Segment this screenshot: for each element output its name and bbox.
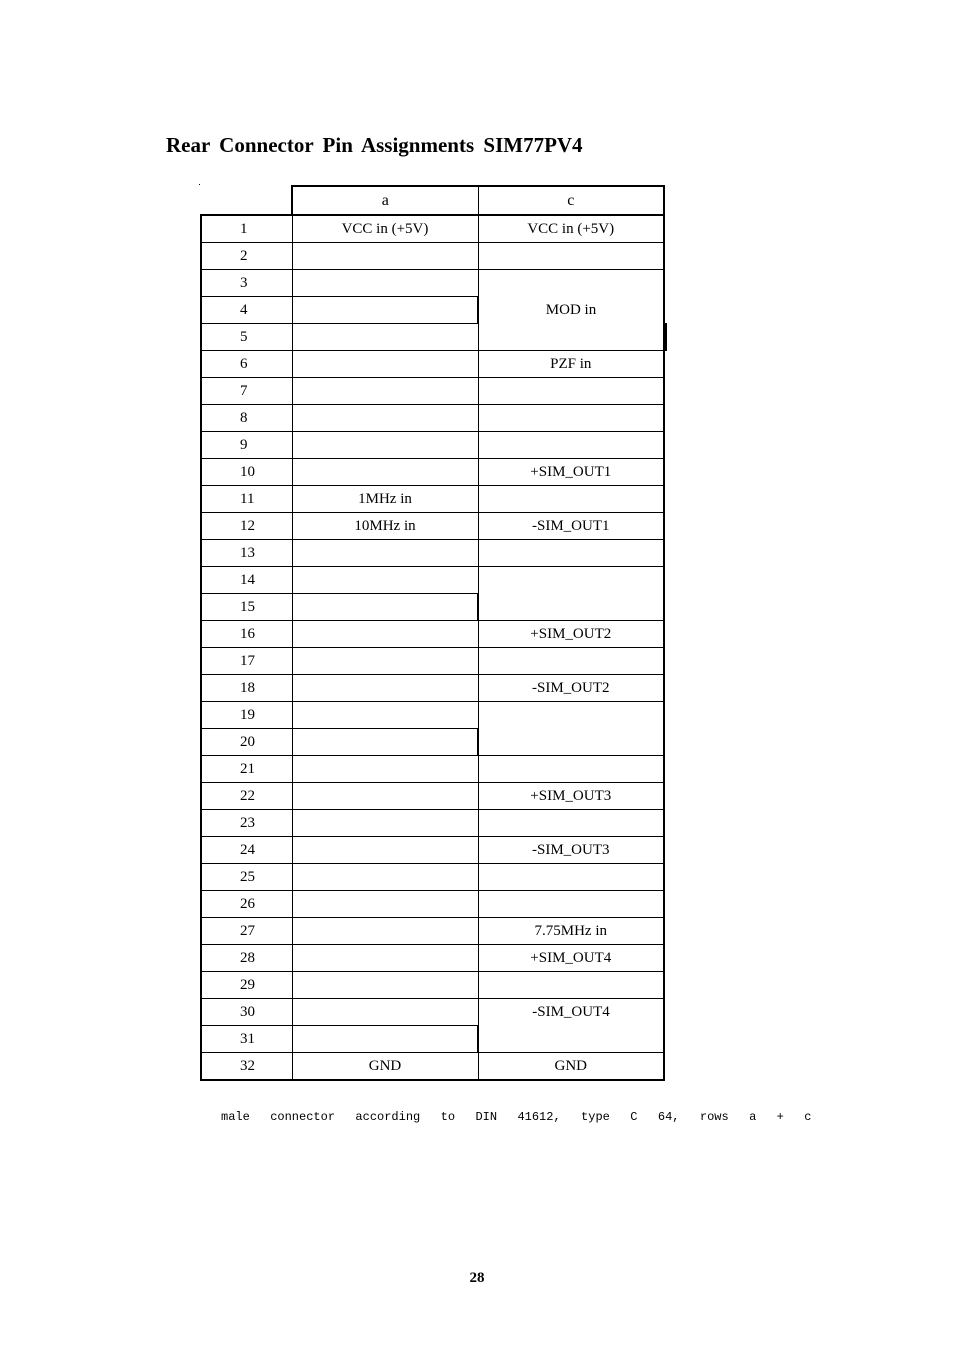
row-c-signal: PZF in [478,351,664,378]
row-a-signal: 10MHz in [292,513,478,540]
pin-number: 22 [201,783,292,810]
pin-number: 26 [201,891,292,918]
connector-note: male connector according to DIN 41612, type C 64, rows a + c [221,1110,812,1124]
row-c-signal [478,648,664,675]
table-row [201,810,666,837]
pin-number: 10 [201,459,292,486]
row-c-signal: +SIM_OUT3 [478,783,664,810]
row-a-signal [292,378,478,405]
pin-number: 31 [201,1026,292,1053]
row-c-signal: -SIM_OUT4 [478,999,664,1053]
pin-number: 9 [201,432,292,459]
row-c-signal [478,432,664,459]
pin-number: 1 [201,215,292,243]
table-row [201,756,666,783]
table-row [201,378,666,405]
pin-number: 17 [201,648,292,675]
page-number: 28 [469,1270,485,1286]
table-row [201,864,666,891]
row-a-signal [292,675,478,702]
pin-number: 3 [201,270,292,297]
table-body [201,215,666,1080]
column-header-a: a [292,186,478,215]
row-c-signal: VCC in (+5V) [478,215,664,243]
row-a-signal: VCC in (+5V) [292,215,478,243]
row-a-signal [292,783,478,810]
pin-number: 23 [201,810,292,837]
table-row [201,918,666,945]
row-a-signal [292,999,478,1026]
pin-number: 30 [201,999,292,1026]
row-a-signal [292,972,478,999]
row-a-signal [292,432,478,459]
pin-number: 2 [201,243,292,270]
row-c-signal [478,702,664,756]
row-c-signal: -SIM_OUT1 [478,513,664,540]
row-c-signal [478,540,664,567]
row-c-signal [478,891,664,918]
row-a-signal [292,648,478,675]
row-c-signal [478,378,664,405]
table-row [201,837,666,864]
row-a-signal [292,864,478,891]
pin-number: 4 [201,297,292,324]
row-a-signal [292,459,478,486]
row-a-signal: GND [292,1053,478,1081]
pin-number: 29 [201,972,292,999]
table-row [201,432,666,459]
row-a-signal [292,621,478,648]
table-row [201,1053,666,1081]
pin-number: 20 [201,729,292,756]
row-a-signal [292,810,478,837]
row-c-signal: 7.75MHz in [478,918,664,945]
row-c-signal: -SIM_OUT2 [478,675,664,702]
pin-number: 27 [201,918,292,945]
table-row [201,783,666,810]
pin-number: 21 [201,756,292,783]
pin-number: 16 [201,621,292,648]
pin-number: 13 [201,540,292,567]
table-row [201,972,666,999]
row-a-signal [292,270,478,297]
pin-number: 6 [201,351,292,378]
row-a-signal [292,567,478,594]
row-c-signal: +SIM_OUT2 [478,621,664,648]
row-a-signal [292,918,478,945]
row-a-signal [292,837,478,864]
pin-number: 15 [201,594,292,621]
row-a-signal [292,702,478,729]
row-a-signal [292,243,478,270]
row-c-signal [478,405,664,432]
column-header-c: c [478,186,664,215]
pin-number: 7 [201,378,292,405]
pin-number: 18 [201,675,292,702]
pin-number: 28 [201,945,292,972]
row-c-signal [664,324,666,351]
table-row [201,513,666,540]
row-a-signal [292,297,478,324]
table-row [201,945,666,972]
row-a-signal: 1MHz in [292,486,478,513]
pin-number: 12 [201,513,292,540]
row-a-signal [292,1026,478,1053]
row-a-signal [292,891,478,918]
row-a-signal [292,405,478,432]
row-c-signal [478,972,664,999]
table-header-row [201,186,666,215]
pin-number: 32 [201,1053,292,1081]
row-c-signal: +SIM_OUT4 [478,945,664,972]
row-c-signal [478,567,664,621]
pin-assignment-table [200,185,667,1081]
row-c-signal [478,810,664,837]
row-c-signal: GND [478,1053,664,1081]
row-c-signal: MOD in [478,270,664,351]
row-a-signal [292,594,478,621]
pin-number: 25 [201,864,292,891]
table-row [201,486,666,513]
table-row [201,891,666,918]
pin-number: 24 [201,837,292,864]
table-row [201,243,666,270]
row-c-signal [478,864,664,891]
row-a-signal [292,945,478,972]
page-title: Rear Connector Pin Assignments SIM77PV4 [166,133,583,157]
row-c-signal: +SIM_OUT1 [478,459,664,486]
table-row [201,621,666,648]
row-a-signal [292,351,478,378]
header-corner [201,186,292,215]
row-c-signal [478,486,664,513]
table-row [201,540,666,567]
table-row [201,405,666,432]
pin-number: 5 [201,324,292,351]
table-row [201,675,666,702]
pin-number: 8 [201,405,292,432]
table-row [201,702,666,729]
table-row [201,459,666,486]
table-row [201,351,666,378]
table-row [201,215,666,243]
row-a-signal [292,324,478,351]
row-a-signal [292,756,478,783]
row-a-signal [292,540,478,567]
row-c-signal [478,756,664,783]
pin-number: 19 [201,702,292,729]
table-row [201,270,666,297]
table-row [201,567,666,594]
row-a-signal [292,729,478,756]
row-c-signal: -SIM_OUT3 [478,837,664,864]
table-row [201,648,666,675]
pin-number: 11 [201,486,292,513]
pin-number: 14 [201,567,292,594]
table-row [201,999,666,1026]
row-c-signal [478,243,664,270]
